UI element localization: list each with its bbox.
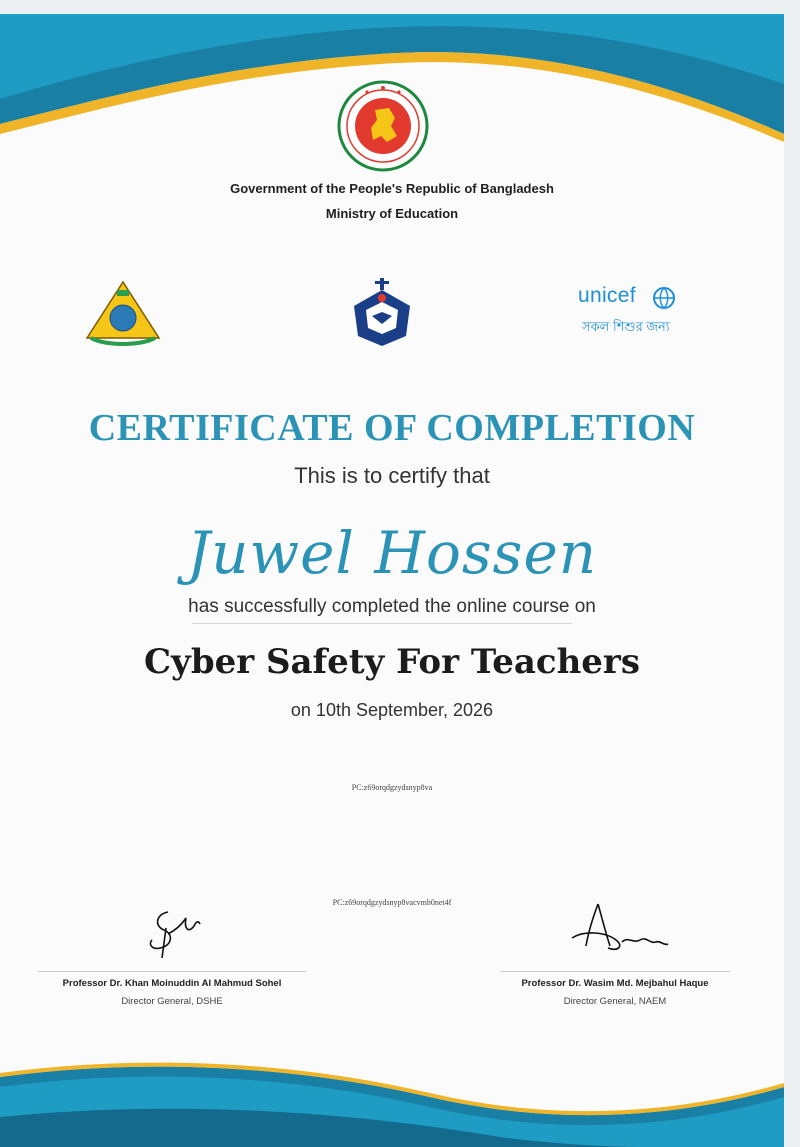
signature-left-icon [138,904,208,964]
unicef-wordmark: unicef [578,284,636,307]
government-heading: Government of the People's Republic of Bangladesh [230,181,554,196]
recipient-name: Juwel Hossen [186,519,598,587]
certificate-code-primary: PC:z69orqdgzydsnyp8va [351,783,433,792]
signatory-right-name: Professor Dr. Wasim Md. Mejbahul Haque [521,978,709,989]
course-title: Cyber Safety For Teachers [144,642,640,682]
signatory-left-name: Professor Dr. Khan Moinuddin Al Mahmud Sohel [62,978,282,989]
unicef-globe-icon [652,286,676,310]
signature-line-right [500,971,730,972]
certificate-code-secondary: PC:z69orqdgzydsnyp8vacvmh0net4f [332,898,452,907]
unicef-tagline: সকল শিশুর জন্য [582,319,670,334]
certificate-sheet [0,14,784,1147]
signature-right-icon [558,900,678,960]
certificate-title: CERTIFICATE OF COMPLETION [88,407,696,449]
ministry-heading: Ministry of Education [325,206,459,221]
naem-logo-icon [346,276,418,348]
signatory-left-role: Director General, DSHE [121,996,223,1007]
bottom-wave-decoration [0,1047,784,1147]
name-underline [192,623,572,624]
certify-text: This is to certify that [294,463,490,488]
signatory-right-role: Director General, NAEM [563,996,667,1007]
dshe-logo-icon [85,280,161,346]
completion-text: has successfully completed the online course on [188,596,596,617]
signature-line-left [38,971,306,972]
government-seal-icon [337,80,429,172]
completion-date: on 10th September, 2026 [290,700,494,720]
unicef-logo [578,284,688,344]
